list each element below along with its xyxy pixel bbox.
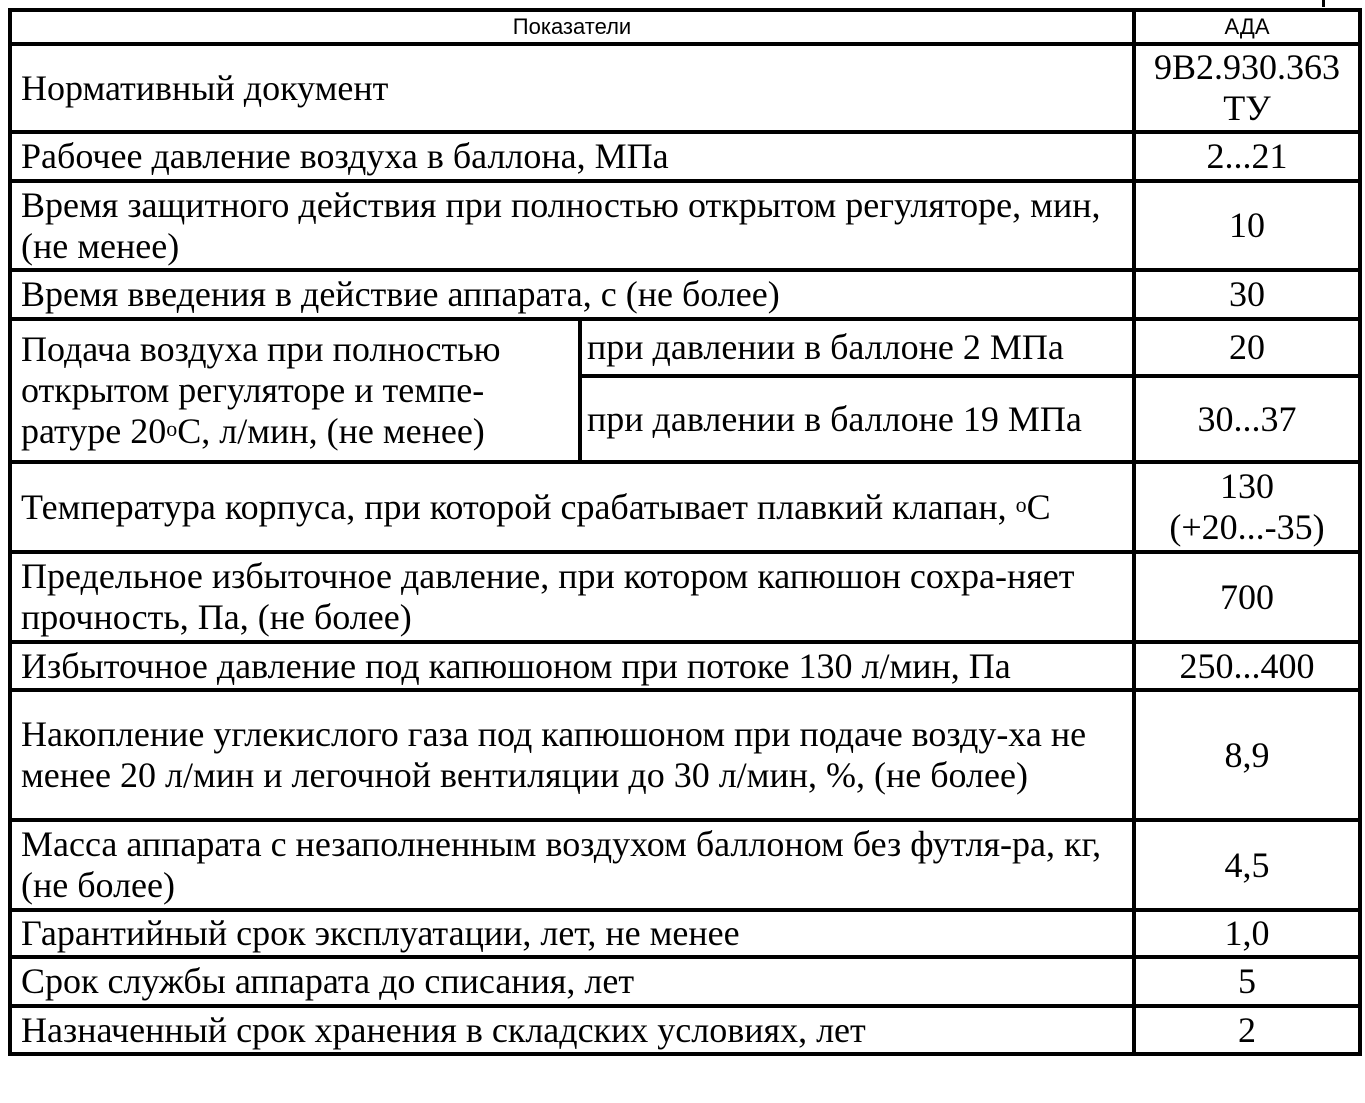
row-value-service-life: 5 bbox=[1134, 957, 1360, 1006]
table-row bbox=[10, 690, 1360, 820]
table-row bbox=[10, 642, 1360, 690]
header-indicators: Показатели bbox=[10, 10, 1134, 44]
row-label-co2-accumulation: Накопление углекислого газа под капюшоном при подаче возду-ха не менее 20 л/мин и легочной вентиляции до 30 л/мин, %, (не более) bbox=[10, 690, 1134, 820]
sub-value-pressure-2: 20 bbox=[1134, 319, 1360, 376]
row-value-co2-accumulation: 8,9 bbox=[1134, 690, 1360, 820]
table-row bbox=[10, 910, 1360, 957]
header-model: АДА bbox=[1134, 10, 1360, 44]
table-row bbox=[10, 132, 1360, 181]
sub-value-pressure-19: 30...37 bbox=[1134, 376, 1360, 462]
air-supply-label-tail: С, л/мин, (не менее) bbox=[177, 411, 485, 451]
table-row bbox=[10, 957, 1360, 1006]
row-value-startup-time: 30 bbox=[1134, 270, 1360, 319]
table-row bbox=[10, 181, 1360, 270]
row-label-working-pressure: Рабочее давление воздуха в баллона, МПа bbox=[10, 132, 1134, 181]
row-value-fusible-valve: 130 (+20...-35) bbox=[1134, 462, 1360, 552]
row-label-storage-life: Назначенный срок хранения в складских условиях, лет bbox=[10, 1006, 1134, 1054]
specifications-table bbox=[8, 8, 1362, 1056]
row-value-normative-doc: 9В2.930.363 ТУ bbox=[1134, 44, 1360, 132]
degree-sign: о bbox=[1015, 491, 1027, 517]
row-label-fusible-valve bbox=[10, 462, 1134, 552]
row-label-hood-overpressure: Избыточное давление под капюшоном при потоке 130 л/мин, Па bbox=[10, 642, 1134, 690]
table-header-row bbox=[10, 10, 1360, 44]
row-value-warranty: 1,0 bbox=[1134, 910, 1360, 957]
row-value-storage-life: 2 bbox=[1134, 1006, 1360, 1054]
table-row bbox=[10, 1006, 1360, 1054]
row-value-working-pressure: 2...21 bbox=[1134, 132, 1360, 181]
table-row bbox=[10, 820, 1360, 910]
degree-sign: о bbox=[166, 416, 178, 441]
row-label-service-life: Срок службы аппарата до списания, лет bbox=[10, 957, 1134, 1006]
table-row bbox=[10, 270, 1360, 319]
row-label-normative-doc: Нормативный документ bbox=[10, 44, 1134, 132]
table-row bbox=[10, 319, 1360, 376]
page-edge-mark bbox=[1322, 0, 1325, 7]
air-supply-label-main: Подача воздуха при полностью открытом регуляторе и темпе-ратуре 20 bbox=[21, 329, 501, 451]
table-row bbox=[10, 462, 1360, 552]
sub-label-pressure-2: при давлении в баллоне 2 МПа bbox=[580, 319, 1134, 376]
row-label-protective-time: Время защитного действия при полностью открытом регуляторе, мин, (не менее) bbox=[10, 181, 1134, 270]
row-label-warranty: Гарантийный срок эксплуатации, лет, не менее bbox=[10, 910, 1134, 957]
fusible-valve-label-main: Температура корпуса, при которой срабатывает плавкий клапан, bbox=[21, 486, 1016, 527]
table-row bbox=[10, 552, 1360, 642]
row-value-hood-overpressure-limit: 700 bbox=[1134, 552, 1360, 642]
row-value-protective-time: 10 bbox=[1134, 181, 1360, 270]
table-row bbox=[10, 44, 1360, 132]
row-value-hood-overpressure: 250...400 bbox=[1134, 642, 1360, 690]
row-label-mass: Масса аппарата с незаполненным воздухом баллоном без футля-ра, кг, (не более) bbox=[10, 820, 1134, 910]
row-value-mass: 4,5 bbox=[1134, 820, 1360, 910]
row-label-hood-overpressure-limit: Предельное избыточное давление, при котором капюшон сохра-няет прочность, Па, (не более) bbox=[10, 552, 1134, 642]
row-label-air-supply bbox=[10, 319, 580, 462]
sub-label-pressure-19: при давлении в баллоне 19 МПа bbox=[580, 376, 1134, 462]
fusible-valve-label-tail: С bbox=[1026, 486, 1051, 527]
row-label-startup-time: Время введения в действие аппарата, с (не более) bbox=[10, 270, 1134, 319]
